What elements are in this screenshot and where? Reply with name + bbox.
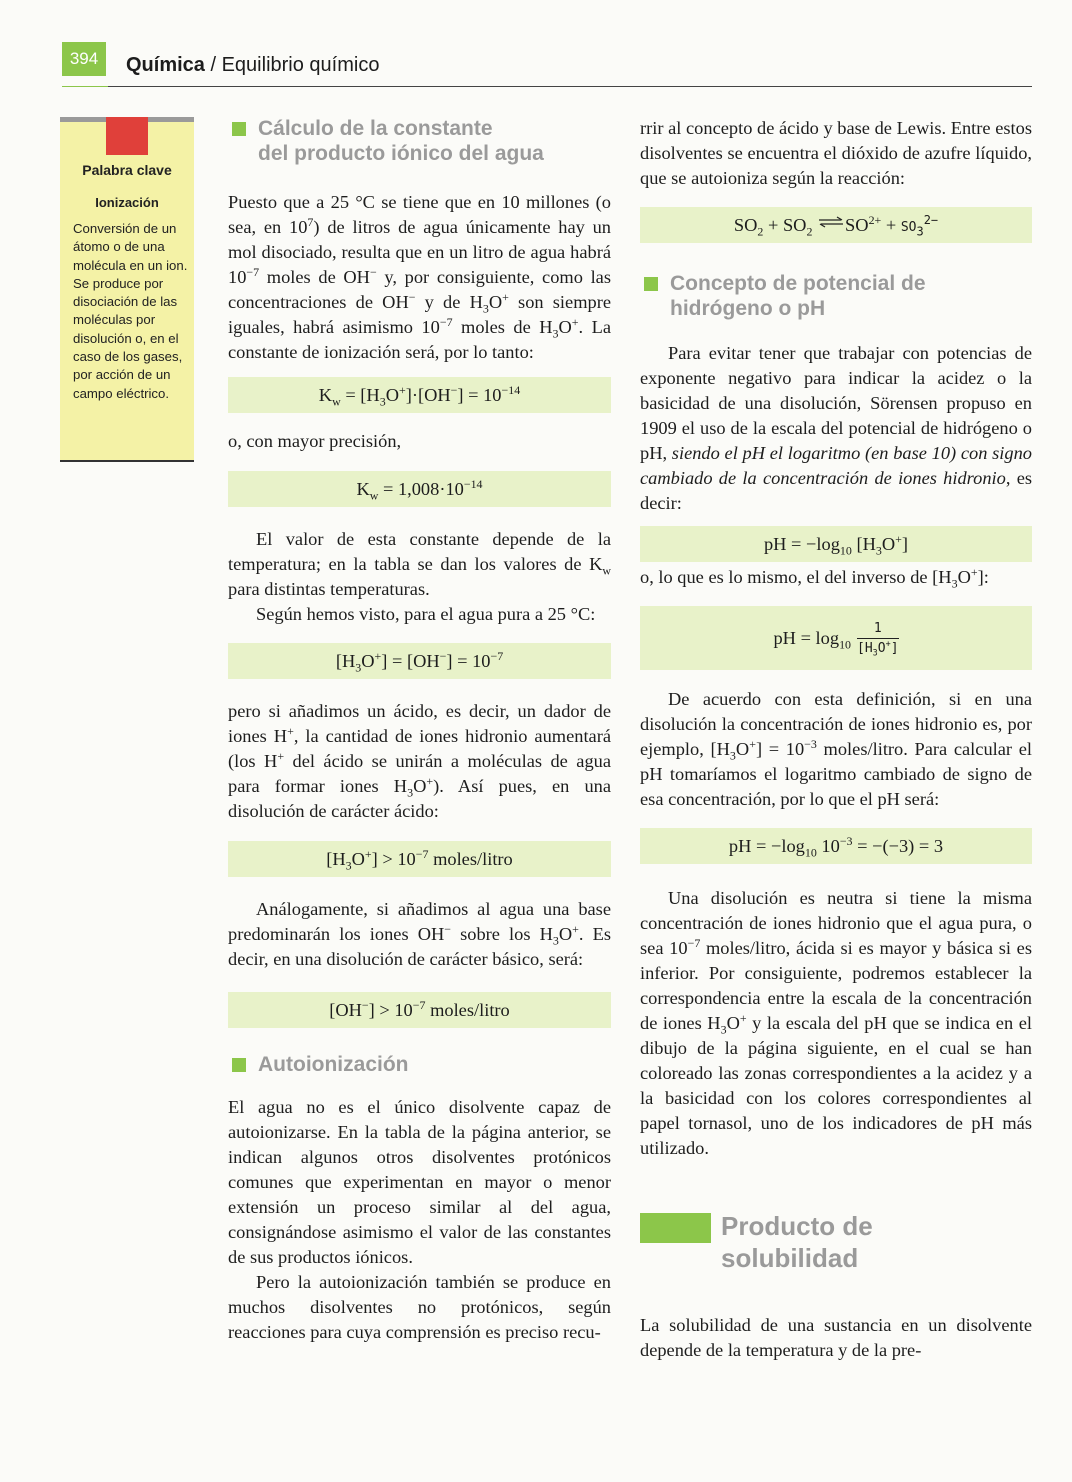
section-heading-ph (640, 271, 1032, 321)
text-run: , es decir: (640, 468, 1033, 513)
text-run: 10 (472, 651, 491, 671)
text-run: son siempre iguales, habrá asimismo 10 (228, 292, 611, 337)
paragraph (228, 527, 611, 602)
text-run: O (726, 1013, 740, 1033)
text-run: O (558, 924, 573, 944)
text-run: moles de H (452, 317, 553, 337)
text-run: 10 (394, 1000, 413, 1020)
keyword-marker (106, 117, 148, 155)
text-run: para distintas temperaturas. (228, 579, 430, 599)
header-subject: Química (126, 54, 205, 76)
superscript: + (287, 723, 294, 738)
equation-pure-water: $[H_3O^+] = [OH^-] = 10^{-7}$ (228, 643, 611, 679)
equation-kw-precise (228, 471, 611, 507)
equation-kw: $K_w = [H_3O^+]\cdot[OH^-] = 10^{-14}$ (228, 377, 611, 413)
subscript: w (602, 563, 611, 578)
heading-line: del producto iónico del agua (258, 142, 544, 165)
header-chapter: Equilibrio químico (221, 54, 380, 76)
keyword-box (60, 117, 194, 462)
emphasis: siendo el pH el logaritmo (en base 10) con signo cambiado de la concentración de iones hidronio (640, 443, 1032, 488)
text-run: El valor de esta constante depende de la temperatura; en la tabla se dan los valores de K (228, 529, 611, 574)
section-heading-autoionization (228, 1052, 611, 1077)
subscript: 2 (806, 224, 813, 239)
superscript: − (450, 382, 458, 397)
right-column (640, 116, 1032, 1363)
superscript: −7 (246, 264, 260, 279)
superscript: + (426, 773, 434, 788)
equation-ph-example (640, 828, 1032, 864)
equation-ph-inverse (640, 606, 1032, 670)
text-run: Para evitar tener que trabajar con potencias de exponente negativo para indicar la acidez o la basicidad de una disolución, Sörensen propuso en 1909 el uso de la escala del potencial de hidrógeno o pH, (640, 343, 1032, 463)
header-rule (108, 86, 1032, 87)
heading-marker (232, 122, 246, 136)
header-separator: / (204, 54, 222, 76)
text-run: ]: (977, 567, 989, 587)
superscript: + (970, 564, 978, 579)
subscript: 3 (482, 301, 489, 316)
superscript: + (571, 314, 579, 329)
superscript: −3 (804, 736, 817, 751)
text-run: H (332, 849, 346, 869)
subscript: 3 (379, 394, 386, 409)
text-run: y, por consiguiente, como las concentraciones de OH (228, 267, 611, 312)
text-run: 10 (397, 849, 416, 869)
text-run: 10 (483, 385, 502, 405)
superscript: − (444, 921, 452, 936)
subscript: 3 (916, 224, 924, 239)
subscript: 10 (839, 543, 852, 558)
heading-line: Cálculo de la constante (258, 117, 493, 140)
text-run: O (413, 776, 427, 796)
text-run: H (341, 651, 356, 671)
header-accent-rule (62, 86, 108, 87)
equation-acid: $[H_3O^+] > 10^{-7}$ moles/litro (228, 841, 611, 877)
heading-marker (644, 277, 658, 291)
heading-line: hidrógeno o pH (670, 297, 826, 320)
text-run: H (366, 385, 380, 405)
paragraph: La solubilidad de una sustancia en un disolvente depende de la temperatura y de la pre- (640, 1315, 1032, 1360)
text-run: . La constante de ionización será, por lo tanto: (228, 317, 611, 362)
equilibrium-arrow-icon (817, 216, 845, 228)
text-run: O (881, 534, 896, 554)
subscript: 3 (552, 326, 559, 341)
superscript: + (364, 846, 372, 861)
paragraph: o, con mayor precisión, (228, 431, 402, 451)
subscript: 2 (757, 224, 764, 239)
text-run: ). Así pues, en una disolución de carácter ácido: (228, 776, 611, 821)
keyword-definition: Conversión de un átomo o de una molécula en un ion. Se produce por disociación de las moléculas por disolución o, en el caso de los gases, por acción de un campo eléctrico. (73, 221, 188, 401)
paragraph (228, 699, 611, 824)
text-run: log (815, 628, 840, 648)
text-run: −log (806, 534, 840, 554)
text-run: + (881, 215, 901, 235)
superscript: 7 (307, 214, 314, 229)
text-run: 1,008·10 (397, 479, 464, 499)
paragraph (640, 341, 1032, 516)
subscript: 3 (345, 858, 352, 873)
text-run: sobre los H (451, 924, 553, 944)
text-run: pH (773, 628, 796, 648)
superscript: + (277, 748, 285, 763)
paragraph: El agua no es el único disolvente capaz de autoionizarse. En la tabla de la página anterior, se indican algunos otros disolventes protónicos comunes que experimentan en mayor o menor extensión un proceso similar al del agua, consignándose asimismo el valor de las constantes de sus productos iónicos. (228, 1097, 611, 1267)
chapter-heading-solubility (640, 1211, 1032, 1287)
paragraph (640, 886, 1032, 1161)
superscript: −7 (439, 314, 453, 329)
fraction-denominator: $[H_3O^+]$ (857, 638, 899, 658)
text-run: K (356, 479, 370, 499)
text-run: pH (728, 836, 752, 856)
subscript: 3 (552, 933, 559, 948)
text-run: = −(−3) = 3 (852, 836, 944, 856)
subscript: 3 (355, 660, 362, 675)
text-run: del ácido se unirán a moléculas de agua para formar iones H (228, 751, 611, 796)
text-run: OH (335, 1000, 362, 1020)
paragraph (228, 897, 611, 972)
text-run: −log (770, 836, 805, 856)
superscript: −7 (490, 648, 504, 663)
superscript: −14 (463, 476, 483, 491)
text-run: pH (763, 534, 787, 554)
text-run: moles/litro, ácida si es mayor y básica si es inferior. Por consiguiente, podremos establecer la correspondencia entre la escala de la concentración de iones H (640, 938, 1032, 1033)
text-run: O (351, 849, 365, 869)
superscript: 2+ (868, 212, 882, 227)
text-run: y la escala del pH que se indica en el dibujo de la página siguiente, en el cual se han coloreado las zonas correspondientes a la acidez y a la basicidad con los colores correspondientes al papel tornasol, uno de los indicadores de pH más utilizado. (640, 1013, 1033, 1158)
text-run: OH (424, 385, 451, 405)
text-run: SO (733, 215, 758, 235)
superscript: + (739, 1010, 747, 1025)
superscript: − (369, 264, 377, 279)
superscript: −7 (415, 846, 429, 861)
text-run: Análogamente, si añadimos al agua una base predominarán los iones OH (228, 899, 611, 944)
text-run: > (377, 849, 398, 869)
text-run: O (385, 385, 399, 405)
paragraph (640, 565, 1032, 590)
text-run: O (877, 641, 886, 657)
text-run: = (378, 479, 398, 499)
heading-line: Autoionización (258, 1053, 409, 1076)
subscript: 3 (872, 647, 878, 658)
text-run: = (452, 651, 473, 671)
fraction (857, 620, 899, 659)
subscript: 10 (804, 845, 817, 860)
keyword-label: Palabra clave (82, 162, 172, 178)
text-run: H (864, 641, 873, 657)
heading-line: solubilidad (721, 1243, 859, 1273)
text-run: = (340, 385, 361, 405)
running-header (126, 54, 379, 77)
section-heading-kw (228, 116, 611, 166)
subscript: w (369, 488, 379, 503)
text-run: moles de OH (259, 267, 370, 287)
paragraph: Pero la autoionización también se produce en muchos disolventes no protónicos, según reacciones para cuya comprensión es preciso recu- (228, 1272, 611, 1342)
paragraph (640, 687, 1032, 812)
text-run: Puesto que a 25 °C se tiene que en 10 millones (o sea, en 10 (228, 192, 611, 237)
text-run: moles/litro (428, 849, 513, 869)
text-run: O (558, 317, 572, 337)
text-run: SO (900, 220, 917, 235)
paragraph (228, 190, 611, 365)
subscript: w (332, 394, 341, 409)
text-run: OH (413, 651, 440, 671)
heading-line: Producto de (721, 1211, 873, 1241)
text-run: , la cantidad de iones hidronio aumentará (los H (228, 726, 611, 771)
superscript: −7 (687, 935, 701, 950)
text-run: moles/litro. Para calcular el pH tomaríamos el logaritmo cambiado de signo de esa concentración, por lo que el pH será: (640, 739, 1032, 809)
text-run: H (862, 534, 876, 554)
middle-column (228, 116, 611, 1345)
text-run: = (786, 534, 807, 554)
superscript: + (398, 382, 406, 397)
paragraph: rrir al concepto de ácido y base de Lewis. Entre estos disolventes se encuentra el dióxido de azufre líquido, que se autoioniza según la reacción: (640, 118, 1032, 188)
heading-line: Concepto de potencial de (670, 272, 926, 295)
superscript: − (361, 997, 369, 1012)
text-run: O (361, 651, 375, 671)
subscript: 10 (839, 637, 852, 652)
superscript: + (885, 638, 891, 649)
heading-bar (640, 1213, 711, 1243)
text-run: SO (782, 215, 807, 235)
subscript: 3 (951, 576, 958, 591)
text-run: Una disolución es neutra si tiene la misma concentración de iones hidronio que el agua pura, o sea 10 (640, 888, 1032, 958)
superscript: −14 (501, 382, 521, 397)
text-run: = (751, 836, 771, 856)
text-run: De acuerdo con esta definición, si en una disolución la concentración de iones hidronio es, por ejemplo, [H (640, 689, 1032, 759)
subscript: 3 (720, 1022, 727, 1037)
subscript: 3 (407, 785, 414, 800)
heading-marker (232, 1058, 246, 1072)
page-number: 394 (62, 42, 106, 76)
text-run: = (387, 651, 407, 671)
subscript: 3 (875, 543, 882, 558)
keyword-term: Ionización (95, 195, 159, 210)
superscript: 2− (923, 212, 939, 227)
fraction-numerator: 1 (857, 620, 899, 639)
text-run: O (488, 292, 503, 312)
text-run: SO (845, 215, 869, 235)
text-run: + (763, 215, 783, 235)
text-run: K (318, 385, 333, 405)
superscript: + (895, 531, 902, 546)
superscript: − (408, 289, 416, 304)
superscript: + (374, 648, 382, 663)
text-run: ] = 10 (755, 739, 805, 759)
text-run: . Es decir, en una disolución de carácter básico, será: (228, 924, 611, 969)
superscript: + (749, 736, 756, 751)
text-run: 10 (821, 836, 840, 856)
equation-so2 (640, 207, 1032, 243)
superscript: −3 (839, 833, 853, 848)
paragraph: Según hemos visto, para el agua pura a 25 °C: (256, 604, 596, 624)
superscript: + (502, 289, 509, 304)
text-run: · (411, 385, 418, 405)
text-run: O (735, 739, 750, 759)
text-run: = (463, 385, 484, 405)
text-run: pero si añadimos un ácido, es decir, un dador de iones H (228, 701, 611, 746)
equation-ph-definition: pH = $-\log_{10}$ $[H_3O^+]$ (640, 526, 1032, 562)
superscript: − (439, 648, 447, 663)
superscript: + (572, 921, 579, 936)
subscript: 3 (729, 748, 736, 763)
text-run: ) de litros de agua únicamente hay un mol disociado, resulta que en un litro de agua habrá 10 (228, 217, 612, 287)
equation-base: $[OH^-] > 10^{-7}$ moles/litro (228, 992, 611, 1028)
text-run: = (795, 628, 816, 648)
text-run: moles/litro (425, 1000, 510, 1020)
text-run: > (374, 1000, 395, 1020)
text-run: y de H (415, 292, 483, 312)
superscript: −7 (412, 997, 426, 1012)
text-run: O (957, 567, 971, 587)
text-run: o, lo que es lo mismo, el del inverso de [H (640, 567, 952, 587)
